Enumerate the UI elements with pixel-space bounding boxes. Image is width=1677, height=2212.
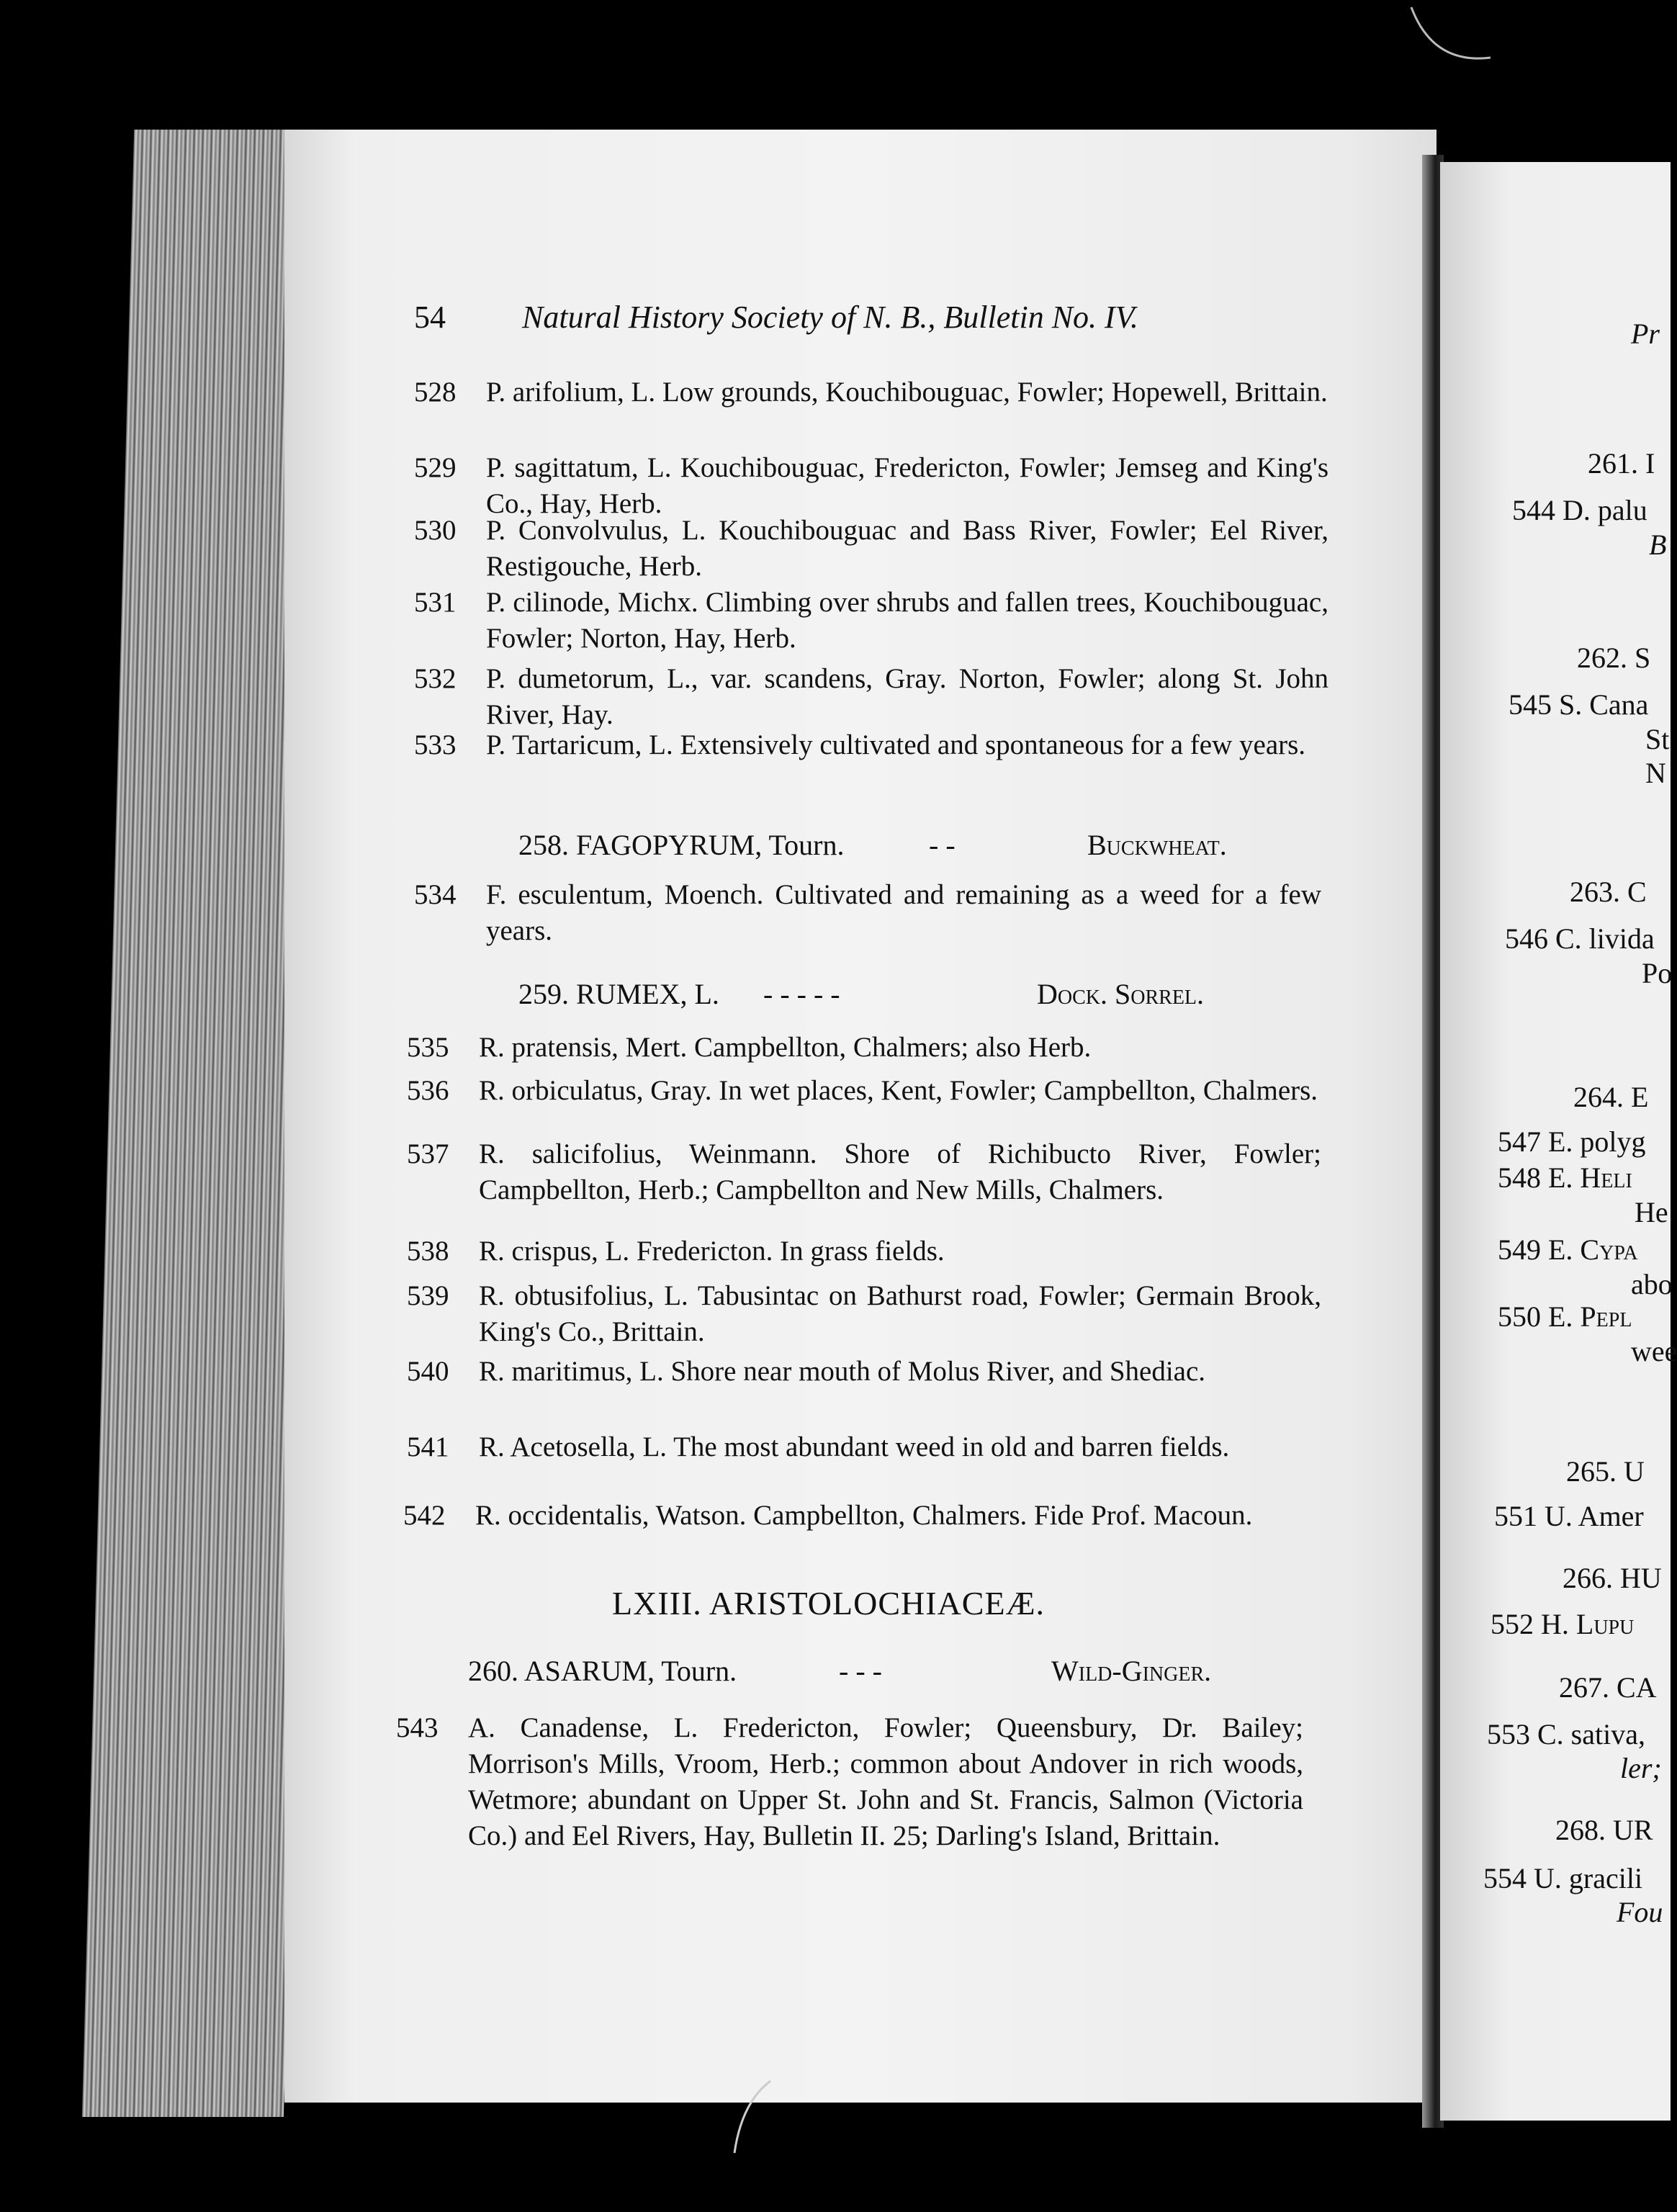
running-header (414, 299, 1336, 349)
right-entry-550-cont: wee (1631, 1335, 1677, 1367)
entry-530: 530 P. Convolvulus, L. Kouchibouguac and Bass River, Fowler; Eel River, Restigouche, Herb. (414, 515, 1328, 582)
family-heading: LXIII. ARISTOLOCHIACEÆ. (612, 1585, 1045, 1622)
right-entry-545: 545 S. Cana (1509, 688, 1649, 721)
right-entry-548-cont: He (1635, 1196, 1668, 1228)
entry-539: 539 R. obtusifolius, L. Tabusintac on Bathurst road, Fowler; Germain Brook, King's Co., Brittain. (407, 1280, 1321, 1347)
right-entry-549-cont: abo (1631, 1268, 1673, 1300)
entry-541: 541 R. Acetosella, L. The most abundant weed in old and barren fields. (407, 1431, 1230, 1462)
right-entry-548: 548 E. Heli (1498, 1161, 1632, 1194)
entry-529: 529 P. sagittatum, L. Kouchibouguac, Fredericton, Fowler; Jemseg and King's Co., Hay, Herb. (414, 452, 1328, 519)
right-entry-553: 553 C. sativa, (1487, 1718, 1645, 1750)
genus-heading-258: 258. FAGOPYRUM, Tourn. - - Buckwheat. (518, 829, 1227, 861)
right-entry-545-cont1: St (1645, 723, 1670, 755)
entry-528: 528 P. arifolium, L. Low grounds, Kouchibouguac, Fowler; Hopewell, Brittain. (414, 377, 1328, 408)
right-genus-264: 264. E (1573, 1081, 1649, 1113)
right-genus-262: 262. S (1577, 642, 1651, 674)
entry-534: 534 F. esculentum, Moench. Cultivated and remaining as a weed for a few years. (414, 879, 1321, 946)
right-genus-265: 265. U (1566, 1455, 1645, 1488)
right-entry-554-cont: Fou (1617, 1896, 1663, 1928)
entry-532: 532 P. dumetorum, L., var. scandens, Gray. Norton, Fowler; along St. John River, Hay. (414, 663, 1328, 730)
right-entry-546-cont: Po (1642, 957, 1673, 989)
right-genus-261: 261. I (1588, 447, 1655, 480)
entry-543: 543 A. Canadense, L. Fredericton, Fowler; Queensbury, Dr. Bailey; Morrison's Mills, Vroom, Herb.; common about Andover in rich woods, Wetmore; abundant on Upper St. John and St. Francis, Salmon (Victoria Co.) and Eel Rivers, Hay, Bulletin II. 25; Darling's Island, Brittain. (396, 1712, 1303, 1851)
page-title: Natural History Society of N. B., Bulletin No. IV. (522, 300, 1138, 335)
entry-538: 538 R. crispus, L. Fredericton. In grass fields. (407, 1236, 945, 1267)
right-entry-550: 550 E. Pepl (1498, 1300, 1632, 1333)
entry-540: 540 R. maritimus, L. Shore near mouth of Molus River, and Shediac. (407, 1356, 1206, 1387)
right-genus-266: 266. HU (1563, 1562, 1662, 1594)
right-entry-549: 549 E. Cypa (1498, 1233, 1638, 1266)
right-entry-551: 551 U. Amer (1494, 1500, 1644, 1532)
right-entry-547: 547 E. polyg (1498, 1125, 1646, 1158)
right-entry-544-cont: B (1649, 529, 1667, 561)
right-genus-263: 263. C (1570, 876, 1647, 908)
entry-537: 537 R. salicifolius, Weinmann. Shore of Richibucto River, Fowler; Campbellton, Herb.; Campbellton and New Mills, Chalmers. (407, 1138, 1321, 1205)
entry-536: 536 R. orbiculatus, Gray. In wet places, Kent, Fowler; Campbellton, Chalmers. (407, 1075, 1318, 1106)
scan-curve-mark-bottom (720, 2074, 806, 2160)
right-entry-546: 546 C. livida (1505, 922, 1655, 955)
entry-535: 535 R. pratensis, Mert. Campbellton, Chalmers; also Herb. (407, 1032, 1092, 1063)
right-genus-268: 268. UR (1555, 1814, 1653, 1846)
right-entry-544: 544 D. palu (1512, 494, 1647, 526)
right-entry-554: 554 U. gracili (1483, 1862, 1643, 1894)
right-page-header: Pr (1631, 318, 1660, 350)
right-entry-545-cont2: N (1645, 757, 1666, 789)
right-entry-552: 552 H. Lupu (1491, 1608, 1635, 1640)
scan-curve-mark (1404, 0, 1548, 72)
genus-heading-259: 259. RUMEX, L. - - - - - Dock. Sorrel. (518, 978, 1205, 1010)
genus-heading-260: 260. ASARUM, Tourn. - - - Wild-Ginger. (468, 1655, 1212, 1687)
entry-542: 542 R. occidentalis, Watson. Campbellton, Chalmers. Fide Prof. Macoun. (403, 1500, 1253, 1531)
entry-533: 533 P. Tartaricum, L. Extensively cultivated and spontaneous for a few years. (414, 729, 1306, 760)
page-number: 54 (414, 300, 446, 335)
right-genus-267: 267. CA (1559, 1671, 1657, 1704)
entry-531: 531 P. cilinode, Michx. Climbing over shrubs and fallen trees, Kouchibouguac, Fowler; Norton, Hay, Herb. (414, 587, 1328, 654)
right-entry-553-cont: ler; (1620, 1752, 1662, 1784)
